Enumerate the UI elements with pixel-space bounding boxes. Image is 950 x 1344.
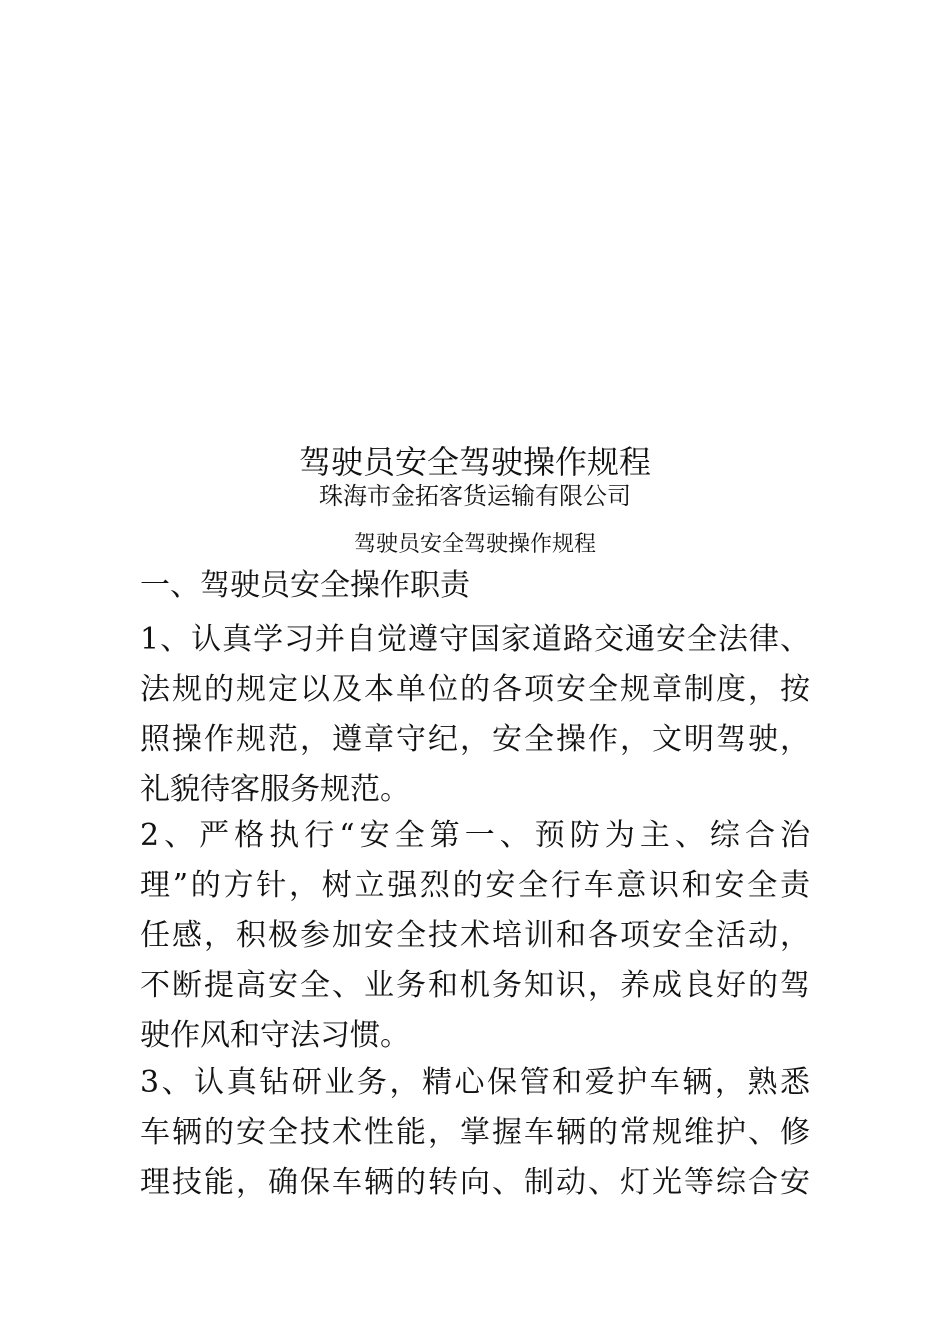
- paragraph-2: [140, 811, 810, 1061]
- paragraph-line: 法规的规定以及本单位的各项安全规章制度，按: [140, 672, 810, 707]
- document-title: 驾驶员安全驾驶操作规程: [298, 443, 651, 481]
- paragraph-line: 任感，积极参加安全技术培训和各项安全活动，: [140, 918, 810, 953]
- section-heading: 一、驾驶员安全操作职责: [140, 568, 470, 603]
- paragraph-1: [140, 615, 810, 815]
- document-subtitle: 驾驶员安全驾驶操作规程: [353, 532, 596, 557]
- paragraph-3: [140, 1058, 810, 1208]
- paragraph-line: 照操作规范，遵章守纪，安全操作，文明驾驶，: [140, 722, 810, 757]
- paragraph-line: 礼貌待客服务规范。: [140, 772, 410, 807]
- paragraph-line: 理技能，确保车辆的转向、制动、灯光等综合安: [140, 1165, 810, 1200]
- paragraph-line: 2、严格执行“安全第一、预防为主、综合治: [140, 818, 810, 853]
- paragraph-line: 3、认真钻研业务，精心保管和爱护车辆，熟悉: [140, 1065, 810, 1100]
- paragraph-line: 不断提高安全、业务和机务知识，养成良好的驾: [140, 968, 810, 1003]
- paragraph-line: 车辆的安全技术性能，掌握车辆的常规维护、修: [140, 1115, 810, 1150]
- company-name: 珠海市金拓客货运输有限公司: [319, 482, 631, 510]
- paragraph-line: 驶作风和守法习惯。: [140, 1018, 410, 1053]
- paragraph-line: 理”的方针，树立强烈的安全行车意识和安全责: [140, 868, 810, 903]
- paragraph-line: 1、认真学习并自觉遵守国家道路交通安全法律、: [140, 622, 810, 657]
